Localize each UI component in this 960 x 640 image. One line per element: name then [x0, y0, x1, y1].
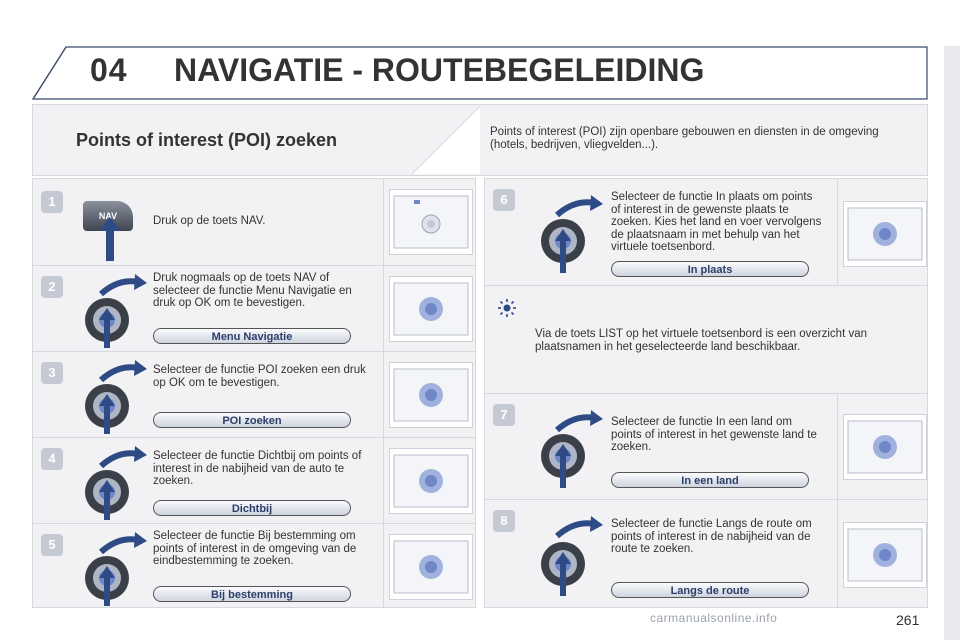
column-divider — [837, 500, 838, 608]
step-text: Selecteer de functie Langs de route om points of interest in de nabijheid van de route te zoeken. — [611, 518, 812, 555]
page-edge-tab — [944, 46, 960, 640]
page-header — [32, 46, 928, 100]
console-thumbnail — [389, 448, 473, 514]
console-thumbnail — [389, 534, 473, 600]
intro-section — [32, 104, 928, 176]
in-plaats-button[interactable]: In plaats — [611, 261, 809, 277]
step-1 — [33, 179, 475, 263]
rotary-knob-icon — [535, 185, 603, 275]
step-7 — [485, 393, 927, 500]
step-text: Druk nogmaals op de toets NAV of selecteer de functie Menu Navigatie en druk op OK om te bevestigen. — [153, 272, 352, 309]
rotary-knob-icon — [79, 526, 147, 606]
step-number: 3 — [41, 362, 63, 384]
tip-text: Via de toets LIST op het virtuele toetsenbord is een overzicht van plaatsnamen in het geselecteerde land beschikbaar. — [535, 328, 868, 353]
step-5 — [33, 523, 475, 608]
step-3 — [33, 351, 475, 436]
rotary-knob-icon — [535, 400, 603, 490]
poi-zoeken-button[interactable]: POI zoeken — [153, 412, 351, 428]
step-text: Selecteer de functie Bij bestemming om points of interest in de omgeving van de eindbestemming te zoeken. — [153, 530, 357, 567]
in-een-land-button[interactable]: In een land — [611, 472, 809, 488]
rotary-knob-icon — [535, 506, 603, 598]
watermark: carmanualsonline.info — [650, 611, 778, 625]
step-text: Selecteer de functie In een land om points of interest in het gewenste land te zoeken. — [611, 416, 817, 453]
sun-icon — [497, 298, 517, 318]
rotary-knob-icon — [79, 268, 147, 348]
step-8 — [485, 499, 927, 608]
bij-bestemming-button[interactable]: Bij bestemming — [153, 586, 351, 602]
step-4 — [33, 437, 475, 522]
step-text: Druk op de toets NAV. — [153, 215, 266, 227]
nav-key: NAV — [83, 201, 133, 231]
step-text: Selecteer de functie In plaats om points of interest in de gewenste plaats te zoeken. Kies het land en voer vervolgens de plaatsnaam in met behulp van het virtuele toetsenbord. — [611, 191, 822, 253]
step-number: 6 — [493, 189, 515, 211]
step-text: Selecteer de functie POI zoeken een druk op OK om te bevestigen. — [153, 364, 366, 389]
intro-title: Points of interest (POI) zoeken — [76, 130, 338, 150]
menu-navigatie-button[interactable]: Menu Navigatie — [153, 328, 351, 344]
console-thumbnail — [389, 276, 473, 342]
console-thumbnail — [843, 201, 927, 267]
console-thumbnail — [843, 522, 927, 588]
tip-section — [485, 285, 927, 394]
langs-de-route-button[interactable]: Langs de route — [611, 582, 809, 598]
rotary-knob-icon — [79, 354, 147, 434]
step-text: Selecteer de functie Dichtbij om points of interest in de nabijheid van de auto te zoeken. — [153, 450, 362, 487]
console-thumbnail — [389, 189, 473, 255]
console-thumbnail — [843, 414, 927, 480]
page-title: NAVIGATIE - ROUTEBEGELEIDING — [174, 52, 705, 88]
step-number: 7 — [493, 404, 515, 426]
step-number: 2 — [41, 276, 63, 298]
step-number: 4 — [41, 448, 63, 470]
dichtbij-button[interactable]: Dichtbij — [153, 500, 351, 516]
column-divider — [837, 394, 838, 500]
right-steps-panel — [484, 178, 928, 608]
step-number: 5 — [41, 534, 63, 556]
step-number: 1 — [41, 191, 63, 213]
page-number: 261 — [896, 612, 920, 628]
step-number: 8 — [493, 510, 515, 532]
left-steps-panel — [32, 178, 476, 608]
step-2 — [33, 265, 475, 350]
step-6 — [485, 179, 927, 285]
chapter-number: 04 — [90, 52, 128, 88]
press-arrow-icon — [99, 217, 121, 261]
intro-text: Points of interest (POI) zijn openbare gebouwen en diensten in de omgeving (hotels, bedrijven, vliegvelden...). — [490, 126, 879, 151]
rotary-knob-icon — [79, 440, 147, 520]
console-thumbnail — [389, 362, 473, 428]
column-divider — [837, 179, 838, 285]
